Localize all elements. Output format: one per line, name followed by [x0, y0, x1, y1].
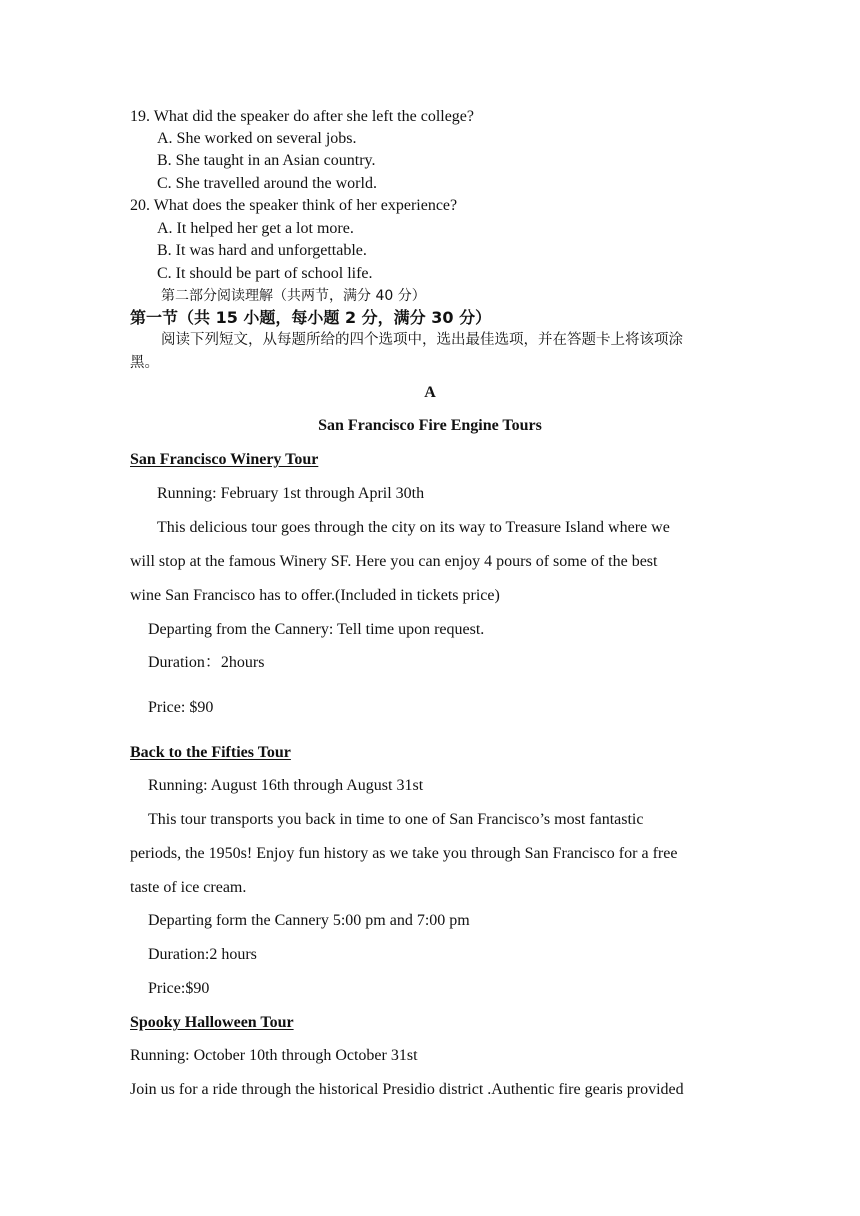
tour-description-winery-line-1: This delicious tour goes through the city on its way to Treasure Island where we: [157, 519, 670, 536]
question-19: 19. What did the speaker do after she left the college?: [130, 108, 475, 125]
tour-duration-winery: Duration：2hours: [148, 654, 265, 671]
tour-title-winery: San Francisco Winery Tour: [130, 451, 319, 468]
question-19-option-c: C. She travelled around the world.: [157, 175, 377, 192]
tour-description-winery-line-2: will stop at the famous Winery SF. Here you can enjoy 4 pours of some of the best: [130, 553, 658, 570]
tour-description-fifties-line-3: taste of ice cream.: [130, 879, 247, 896]
tour-description-halloween-line-1: Join us for a ride through the historical Presidio district .Authentic fire gearis provided: [130, 1081, 684, 1098]
question-20: 20. What does the speaker think of her experience?: [130, 197, 458, 214]
instructions-line-1: 阅读下列短文，从每题所给的四个选项中，选出最佳选项，并在答题卡上将该项涂: [161, 332, 683, 348]
question-20-option-c: C. It should be part of school life.: [157, 265, 373, 282]
tour-title-fifties: Back to the Fifties Tour: [130, 744, 291, 761]
passage-title: San Francisco Fire Engine Tours: [318, 417, 542, 434]
tour-title-halloween: Spooky Halloween Tour: [130, 1014, 294, 1031]
tour-price-winery: Price: $90: [148, 699, 214, 716]
question-19-option-b: B. She taught in an Asian country.: [157, 152, 376, 169]
tour-price-fifties: Price:$90: [148, 980, 210, 997]
instructions-line-2: 黑。: [130, 355, 159, 371]
tour-running-fifties: Running: August 16th through August 31st: [148, 777, 424, 794]
tour-running-halloween: Running: October 10th through October 31st: [130, 1047, 418, 1064]
section-one-heading: 第一节（共 15 小题，每小题 2 分，满分 30 分）: [130, 308, 492, 327]
tour-departing-winery: Departing from the Cannery: Tell time upon request.: [148, 621, 485, 638]
passage-letter: A: [424, 384, 436, 401]
tour-running-winery: Running: February 1st through April 30th: [157, 485, 425, 502]
tour-departing-fifties: Departing form the Cannery 5:00 pm and 7:00 pm: [148, 912, 470, 929]
question-20-option-b: B. It was hard and unforgettable.: [157, 242, 367, 259]
question-19-option-a: A. She worked on several jobs.: [157, 130, 357, 147]
part-two-heading: 第二部分阅读理解（共两节，满分 40 分）: [161, 288, 426, 304]
tour-duration-fifties: Duration:2 hours: [148, 946, 257, 963]
tour-description-fifties-line-1: This tour transports you back in time to one of San Francisco’s most fantastic: [148, 811, 644, 828]
question-20-option-a: A. It helped her get a lot more.: [157, 220, 354, 237]
tour-description-fifties-line-2: periods, the 1950s! Enjoy fun history as we take you through San Francisco for a free: [130, 845, 678, 862]
tour-description-winery-line-3: wine San Francisco has to offer.(Included in tickets price): [130, 587, 500, 604]
